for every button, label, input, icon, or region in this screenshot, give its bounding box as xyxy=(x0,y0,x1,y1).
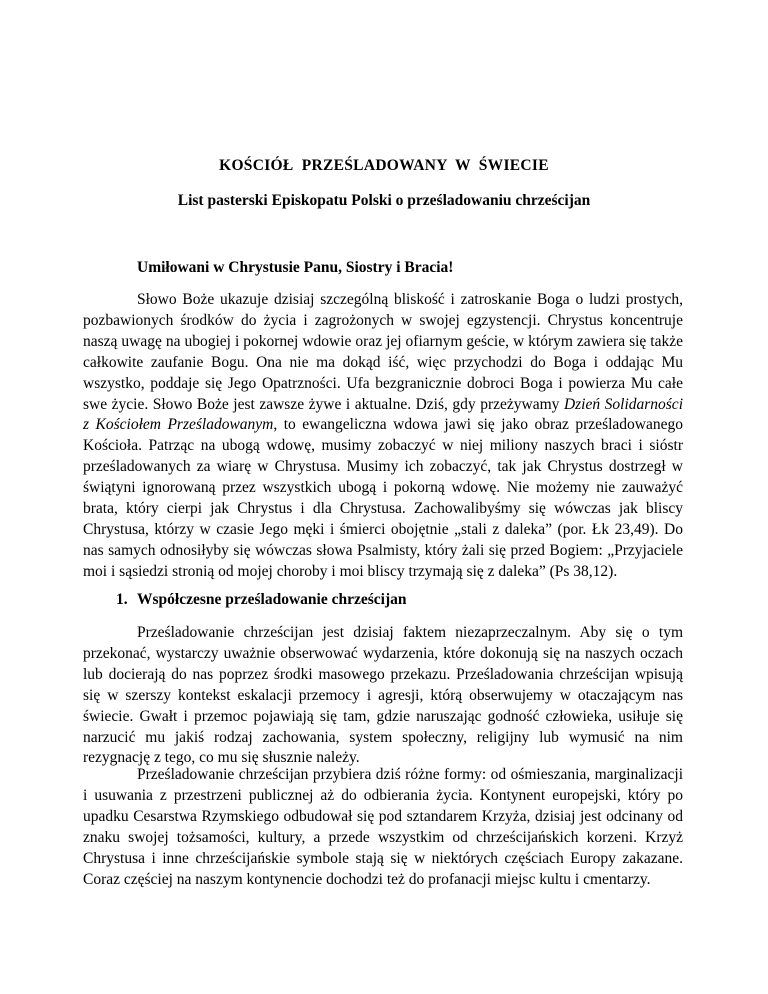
paragraph-intro-part2: , to ewangeliczna wdowa jawi się jako obraz prześladowanego Kościoła. Patrząc na ubogą wdowę, musimy zobaczyć w niej miliony naszych braci i sióstr prześladowanych za wiarę w Chrystusa. Musimy ich zobaczyć, tak jak Chrystus dostrzegł w świątyni ignorowaną przez wszystkich ubogą i pokorną wdowę. Nie możemy nie zauważyć brata, który cierpi jak Chrystus i dla Chrystusa. Zachowalibyśmy się wówczas jak bliscy Chrystusa, którzy w czasie Jego męki i śmierci obojętnie „stali z daleka” (por. Łk 23,49). Do nas samych odnosiłyby się wówczas słowa Psalmisty, który żali się przed Bogiem: „Przyjaciele moi i sąsiedzi stronią od mojej choroby i moi bliscy trzymają się z daleka” (Ps 38,12). xyxy=(83,416,683,580)
paragraph-persecution-fact: Prześladowanie chrześcijan jest dzisiaj faktem niezaprzeczalnym. Aby się o tym przekonać, wystarczy uważnie obserwować wydarzenia, które dokonują się na naszych oczach lub docierają do nas poprzez środki masowego przekazu. Prześladowania chrześcijan wpisują się w szerszy kontekst eskalacji przemocy i agresji, którą obserwujemy w otaczającym nas świecie. Gwałt i przemoc pojawiają się tam, gdzie naruszając godność człowieka, usiłuje się narzucić mu jakiś rodzaj zachowania, system społeczny, religijny lub wymusić na nim rezygnację z tego, co mu się słusznie należy. xyxy=(83,624,683,767)
greeting: Umiłowani w Chrystusie Panu, Siostry i Bracia! xyxy=(137,259,454,276)
paragraph-intro-part1: Słowo Boże ukazuje dzisiaj szczególną bliskość i zatroskanie Boga o ludzi prostych, pozbawionych środków do życia i zagrożonych w swojej egzystencji. Chrystus koncentruje naszą uwagę na ubogiej i pokornej wdowie oraz jej ofiarnym geście, w którym zawiera się także całkowite zaufanie Bogu. Ona nie ma dokąd iść, więc przychodzi do Boga i oddając Mu wszystko, poddaje się Jego Opatrzności. Ufa bezgranicznie dobroci Boga i powierza Mu całe swe życie. Słowo Boże jest zawsze żywe i aktualne. Dziś, gdy przeżywamy xyxy=(83,291,683,413)
section-number: 1. xyxy=(116,591,128,608)
paragraph-intro xyxy=(83,290,683,583)
document-title: KOŚCIÓŁ PRZEŚLADOWANY W ŚWIECIE xyxy=(219,157,549,174)
paragraph-intro-emphasis: Dzień Solidarności z Kościołem Prześladowanym xyxy=(83,395,683,434)
section-heading xyxy=(116,591,407,609)
section-title: Współczesne prześladowanie chrześcijan xyxy=(137,591,407,608)
document-subtitle: List pasterski Episkopatu Polski o prześladowaniu chrześcijan xyxy=(177,192,591,209)
paragraph-persecution-forms: Prześladowanie chrześcijan przybiera dziś różne formy: od ośmieszania, marginalizacji i usuwania z przestrzeni publicznej aż do odbierania życia. Kontynent europejski, który po upadku Cesarstwa Rzymskiego odbudował się pod sztandarem Krzyża, dzisiaj jest odcinany od znaku swojej tożsamości, kultury, a przede wszystkim od chrześcijańskich korzeni. Krzyż Chrystusa i inne chrześcijańskie symbole stają się w niektórych częściach Europy zakazane. Coraz częściej na naszym kontynencie dochodzi też do profanacji miejsc kultu i cmentarzy. xyxy=(83,766,683,888)
